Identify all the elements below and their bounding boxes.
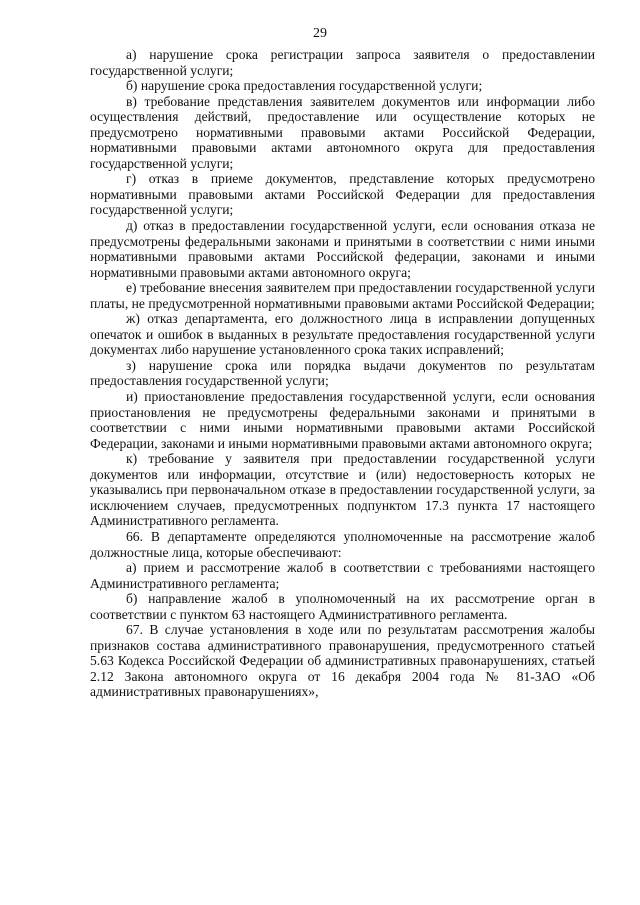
document-body	[90, 47, 595, 700]
paragraph-section-67: 67. В случае установления в ходе или по результатам рассмотрения жалобы признаков состава административного правонарушения, предусмотренного статьей 5.63 Кодекса Российской Федерации об административных правонарушениях, статьей 2.12 Закона автономного округа от 16 декабря 2004 года № 81-ЗАО «Об административных правонарушениях»,	[90, 622, 595, 700]
paragraph-item-d: д) отказ в предоставлении государственной услуги, если основания отказа не предусмотрены федеральными законами и принятыми в соответствии с ними иными нормативными правовыми актами Российской федерации, законами и иными нормативными правовыми актами автономного округа;	[90, 218, 595, 280]
paragraph-item-zh: ж) отказ департамента, его должностного лица в исправлении допущенных опечаток и ошибок в выданных в результате предоставления государственной услуги документах либо нарушение установленного срока таких исправлений;	[90, 311, 595, 358]
paragraph-item-g: г) отказ в приеме документов, представление которых предусмотрено нормативными правовыми актами Российской Федерации для предоставления государственной услуги;	[90, 171, 595, 218]
paragraph-item-e: е) требование внесения заявителем при предоставлении государственной услуги платы, не предусмотренной нормативными правовыми актами Российской Федерации;	[90, 280, 595, 311]
paragraph-item-k: к) требование у заявителя при предоставлении государственной услуги документов или информации, отсутствие и (или) недостоверность которых не указывались при первоначальном отказе в предоставлении государственной услуги, за исключением случаев, предусмотренных подпунктом 17.3 пункта 17 настоящего Административного регламента.	[90, 451, 595, 529]
paragraph-item-v: в) требование представления заявителем документов или информации либо осуществления действий, предоставление или осуществление которых не предусмотрено нормативными правовыми актами Российской Федерации, нормативными правовыми актами автономного округа для предоставления государственной услуги;	[90, 93, 595, 171]
paragraph-item-i: и) приостановление предоставления государственной услуги, если основания приостановления не предусмотрены федеральными законами и принятыми в соответствии с ними иными нормативными правовыми актами Российской Федерации, законами и иными нормативными правовыми актами автономного округа;	[90, 389, 595, 451]
paragraph-item-z: з) нарушение срока или порядка выдачи документов по результатам предоставления государственной услуги;	[90, 357, 595, 389]
paragraph-item-b: б) нарушение срока предоставления государственной услуги;	[126, 78, 483, 94]
paragraph-item-a: а) нарушение срока регистрации запроса заявителя о предоставлении государственной услуги;	[90, 47, 595, 78]
paragraph-66-item-a: а) прием и рассмотрение жалоб в соответствии с требованиями настоящего Административного регламента;	[90, 560, 595, 591]
paragraph-section-66: 66. В департаменте определяются уполномоченные на рассмотрение жалоб должностные лица, которые обеспечивают:	[90, 528, 595, 560]
paragraph-66-item-b: б) направление жалоб в уполномоченный на их рассмотрение орган в соответствии с пунктом 63 настоящего Административного регламента.	[90, 591, 595, 622]
page-number: 29	[313, 26, 327, 41]
